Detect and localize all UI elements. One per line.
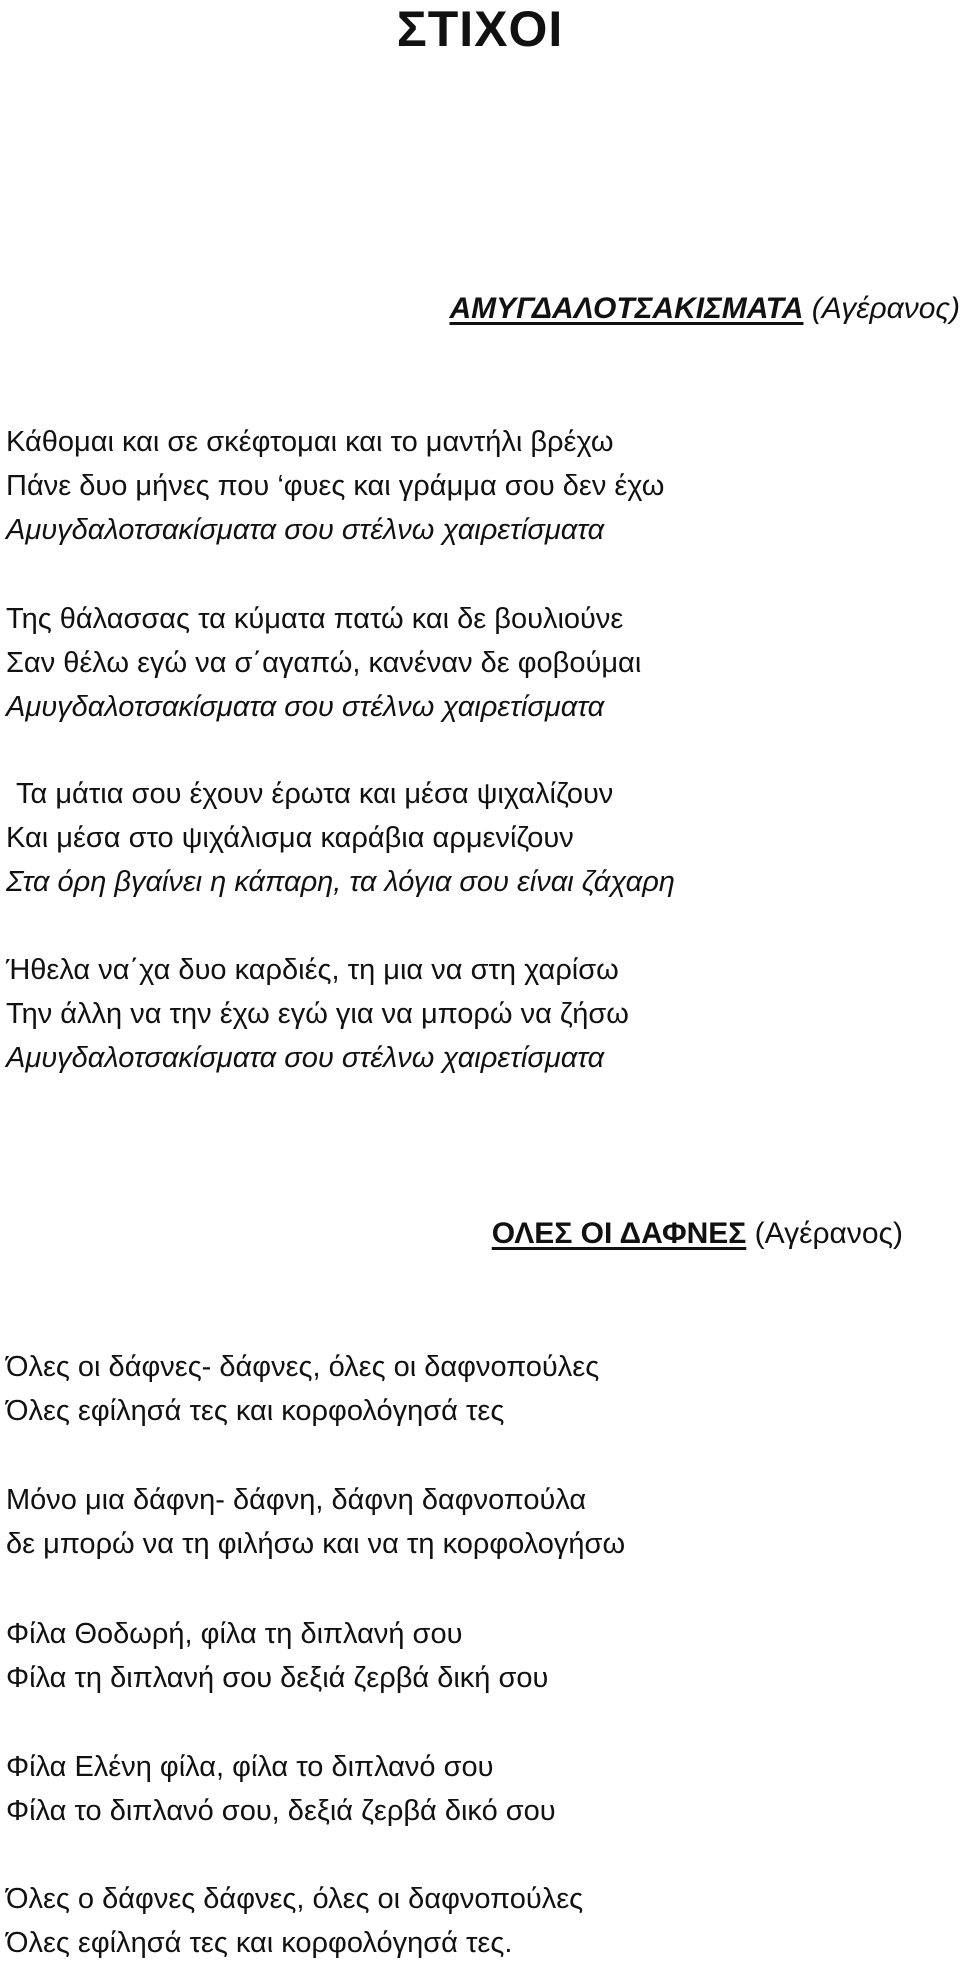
lyric-line: Ήθελα να΄χα δυο καρδιές, τη μια να στη χαρίσω <box>6 948 629 992</box>
stanza <box>6 1612 548 1700</box>
lyric-line: Φίλα Ελένη φίλα, φίλα το διπλανό σου <box>6 1745 556 1789</box>
song-title: ΑΜΥΓΔΑΛΟΤΣΑΚΙΣΜΑΤΑ <box>450 292 804 325</box>
lyric-line: Στα όρη βγαίνει η κάπαρη, τα λόγια σου είναι ζάχαρη <box>6 860 675 904</box>
stanza <box>6 420 664 552</box>
lyric-line: Όλες οι δάφνες- δάφνες, όλες οι δαφνοπούλες <box>6 1345 599 1389</box>
stanza <box>6 597 641 729</box>
song-attribution: (Αγέρανος) <box>812 292 960 325</box>
stanza <box>6 1745 556 1833</box>
lyric-line: Μόνο μια δάφνη- δάφνη, δάφνη δαφνοπούλα <box>6 1478 625 1522</box>
lyric-line: Και μέσα στο ψιχάλισμα καράβια αρμενίζουν <box>6 816 675 860</box>
lyric-line: Αμυγδαλοτσακίσματα σου στέλνω χαιρετίσματα <box>6 685 641 729</box>
lyric-line: Αμυγδαλοτσακίσματα σου στέλνω χαιρετίσματα <box>6 1036 629 1080</box>
lyric-line: Φίλα Θοδωρή, φίλα τη διπλανή σου <box>6 1612 548 1656</box>
lyric-line: Κάθομαι και σε σκέφτομαι και το μαντήλι βρέχω <box>6 420 664 464</box>
lyric-line: Αμυγδαλοτσακίσματα σου στέλνω χαιρετίσματα <box>6 508 664 552</box>
lyric-line: Όλες εφίλησά τες και κορφολόγησά τες. <box>6 1921 583 1965</box>
stanza <box>6 1877 583 1965</box>
lyric-line: Σαν θέλω εγώ να σ΄αγαπώ, κανέναν δε φοβούμαι <box>6 641 641 685</box>
stanza <box>6 1345 599 1433</box>
lyric-line: Φίλα τη διπλανή σου δεξιά ζερβά δική σου <box>6 1656 548 1700</box>
lyric-line: Όλες εφίλησά τες και κορφολόγησά τες <box>6 1389 599 1433</box>
stanza <box>6 772 675 904</box>
lyric-line: δε μπορώ να τη φιλήσω και να τη κορφολογήσω <box>6 1522 625 1566</box>
lyric-line: Φίλα το διπλανό σου, δεξιά ζερβά δικό σου <box>6 1789 556 1833</box>
lyric-line: Την άλλη να την έχω εγώ για να μπορώ να ζήσω <box>6 992 629 1036</box>
song-title: ΟΛΕΣ ΟΙ ΔΑΦΝΕΣ <box>492 1217 747 1250</box>
stanza <box>6 948 629 1080</box>
page-title: ΣΤΙΧΟΙ <box>0 2 960 56</box>
lyric-line: Της θάλασσας τα κύματα πατώ και δε βουλιούνε <box>6 597 641 641</box>
song-heading <box>450 290 960 328</box>
lyric-line: Πάνε δυο μήνες που ‘φυες και γράμμα σου δεν έχω <box>6 464 664 508</box>
song-heading <box>492 1215 903 1253</box>
lyric-line: Όλες ο δάφνες δάφνες, όλες οι δαφνοπούλες <box>6 1877 583 1921</box>
stanza <box>6 1478 625 1566</box>
lyric-line: Τα μάτια σου έχουν έρωτα και μέσα ψιχαλίζουν <box>6 772 675 816</box>
song-attribution: (Αγέρανος) <box>755 1217 903 1250</box>
